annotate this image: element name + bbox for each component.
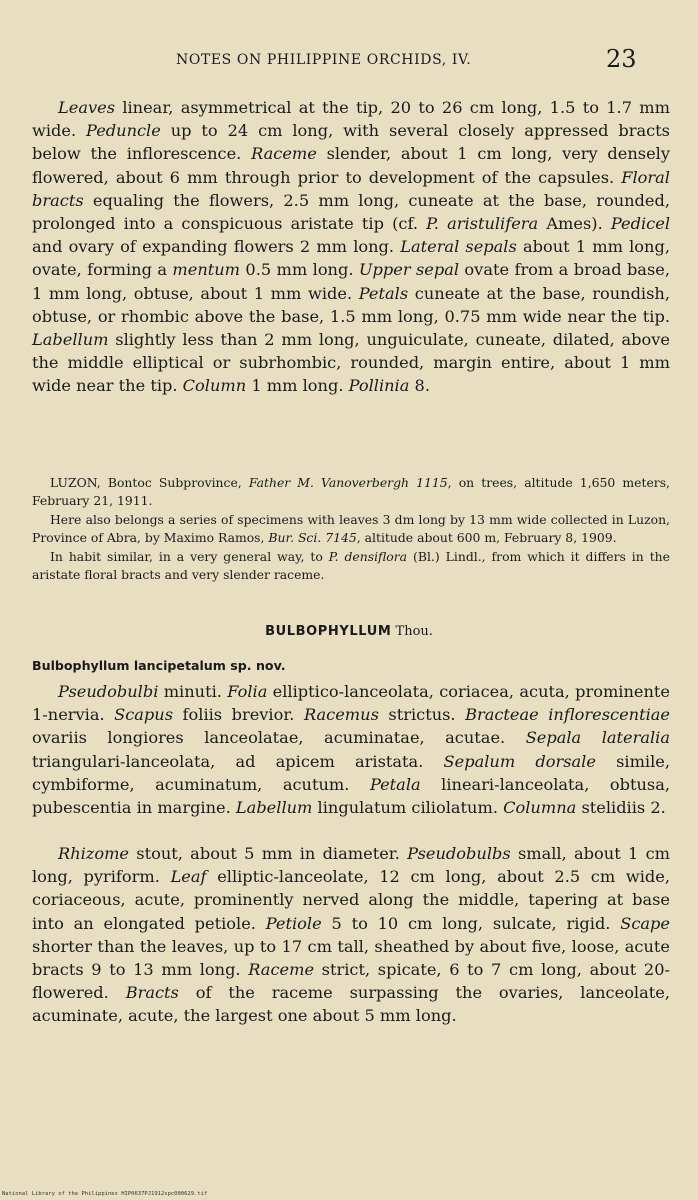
- term: Floral bracts: [32, 167, 670, 210]
- text: equaling the flowers, 2.5 mm long, cuneate at the base, rounded, prolonged into a conspicuous aristate tip (cf.: [32, 190, 670, 234]
- term: Pseudobulbs: [407, 844, 511, 863]
- text: slightly less than 2 mm long, unguiculate, cuneate, dilated, above the middle elliptical or subrhombic, rounded, margin entire, about 1 mm wide near the tip.: [32, 330, 670, 396]
- genus-name: BULBOPHYLLUM: [265, 624, 392, 639]
- collector: Father M. Vanoverbergh 1115: [248, 475, 448, 490]
- text: elliptico-lanceolata, coriacea, acuta, prominente 1-nervia.: [32, 682, 671, 725]
- term: Pollinia: [348, 376, 410, 396]
- specimen-number: Bur. Sci. 7145: [268, 530, 357, 546]
- term: Labellum: [32, 330, 109, 350]
- term: Column: [182, 376, 247, 396]
- term: Peduncle: [86, 121, 161, 141]
- term: Sepalum dorsale: [443, 751, 596, 771]
- text: of the raceme surpassing the ovaries, lanceolate, acuminate, acute, the largest one about 5 mm long.: [32, 983, 670, 1026]
- text: 0.5 mm long.: [240, 260, 359, 280]
- text: stelidiis 2.: [576, 798, 666, 818]
- species-description-paragraph: [32, 96, 670, 398]
- genus-author: Thou.: [391, 624, 433, 639]
- text: shorter than the leaves, up to 17 cm tall, sheathed by about five, loose, acute bracts 9 to 13 mm long.: [32, 936, 670, 980]
- text: cuneate at the base, roundish, obtuse, or rhombic above the base, 1.5 mm long, 0.75 mm wide near the tip.: [32, 283, 670, 326]
- text: In habit similar, in a very general way, to: [50, 548, 329, 564]
- running-title: NOTES ON PHILIPPINE ORCHIDS, IV.: [176, 52, 472, 68]
- text: foliis brevior.: [173, 705, 304, 725]
- term: Petals: [358, 283, 409, 303]
- term: Lateral sepals: [400, 237, 517, 257]
- text: small, about 1 cm long, pyriform.: [32, 844, 670, 887]
- text: , altitude about 600 m, February 8, 1909.: [356, 530, 617, 546]
- species-name: P. densiflora: [328, 548, 408, 564]
- scan-footer: National Library of the Philippines HIP0637PJ1912spc000629.tif: [2, 1191, 208, 1197]
- text: ovate from a broad base, 1 mm long, obtuse, about 1 mm wide.: [32, 260, 670, 303]
- term: Folia: [227, 682, 268, 701]
- term: Scapus: [114, 705, 174, 725]
- term: Raceme: [251, 144, 317, 164]
- text: linear, asymmetrical at the tip, 20 to 26 cm long, 1.5 to 1.7 mm wide.: [32, 98, 670, 141]
- text: triangulari-lanceolata, ad apicem aristata.: [32, 751, 444, 771]
- text: up to 24 cm long, with several closely appressed bracts below the inflorescence.: [32, 121, 670, 164]
- term: Raceme: [248, 960, 315, 980]
- text: (Bl.) Lindl., from which it differs in the aristate floral bracts and very slender raceme.: [32, 548, 670, 583]
- term: Sepala lateralia: [525, 728, 670, 748]
- text: 1 mm long.: [246, 376, 349, 396]
- term: Leaves: [58, 98, 116, 117]
- term: Leaf: [170, 867, 207, 887]
- term: Scape: [620, 913, 670, 933]
- text: about 1 mm long, ovate, forming a: [32, 237, 670, 280]
- text: Ames).: [538, 214, 611, 234]
- latin-diagnosis-paragraph: [32, 680, 670, 819]
- term: Racemus: [303, 705, 379, 725]
- additional-specimens-note: [32, 511, 670, 548]
- species-heading: Bulbophyllum lancipetalum sp. nov.: [32, 658, 286, 673]
- term: Pseudobulbi: [58, 682, 159, 701]
- term: Petiole: [265, 913, 322, 933]
- term: P. aristulifera: [426, 214, 539, 234]
- text: slender, about 1 cm long, very densely flowered, about 6 mm through prior to development of the capsules.: [32, 144, 670, 187]
- term: Bracts: [125, 983, 179, 1003]
- text: Here also belongs a series of specimens with leaves 3 dm long by 13 mm wide collected in Luzon, Province of Abra, by Maximo Ramos,: [32, 511, 670, 546]
- genus-heading: [0, 624, 698, 639]
- text: elliptic-lanceolate, 12 cm long, about 2.5 cm wide, coriaceous, acute, prominently nerved along the middle, tapering at base into an elongated petiole.: [32, 867, 670, 933]
- text: and ovary of expanding flowers 2 mm long.: [32, 237, 401, 257]
- specimen-notes: [32, 474, 670, 584]
- term: Bracteae inflorescentiae: [465, 705, 670, 725]
- english-description-paragraph: [32, 842, 670, 1028]
- text: stout, about 5 mm in diameter.: [129, 844, 408, 863]
- text: , on trees, altitude 1,650 meters, February 21, 1911.: [32, 475, 670, 509]
- specimen-citation: [32, 474, 670, 511]
- text: LUZON, Bontoc Subprovince,: [50, 475, 249, 490]
- term: Rhizome: [58, 844, 129, 863]
- page-number: 23: [606, 45, 637, 73]
- text: 5 to 10 cm long, sulcate, rigid.: [321, 913, 621, 933]
- text: strictus.: [378, 705, 466, 725]
- comparison-note: [32, 548, 670, 585]
- term: Columna: [503, 798, 577, 818]
- term: Upper sepal: [358, 260, 460, 280]
- text: strict, spicate, 6 to 7 cm long, about 20-flowered.: [32, 960, 670, 1003]
- text: minuti.: [158, 682, 228, 701]
- text: simile, cymbiforme, acuminatum, acutum.: [32, 751, 670, 794]
- term: Labellum: [235, 798, 313, 818]
- text: 8.: [409, 376, 430, 396]
- term: Petala: [369, 774, 421, 794]
- text: lineari-lanceolata, obtusa, pubescentia in margine.: [32, 774, 671, 818]
- text: lingulatum ciliolatum.: [312, 798, 504, 818]
- term: Pedicel: [610, 214, 670, 234]
- term: mentum: [172, 260, 241, 280]
- text: ovariis longiores lanceolatae, acuminatae, acutae.: [32, 728, 526, 748]
